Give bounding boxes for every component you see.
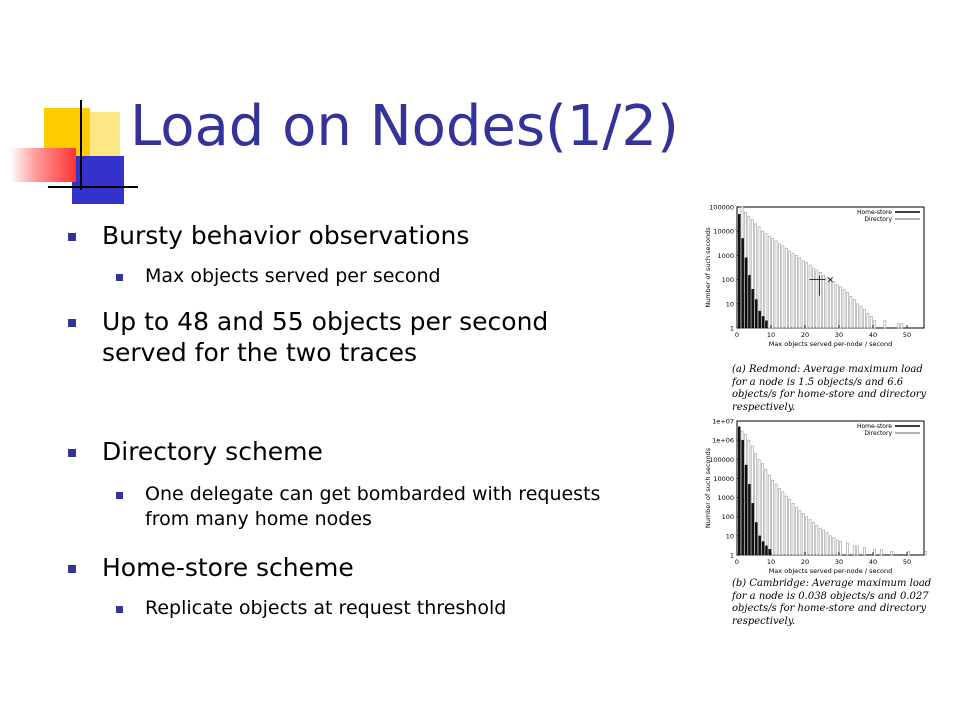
y-tick-label: 10 — [725, 532, 734, 541]
y-tick-label: 1 — [729, 324, 734, 333]
bar-directory — [816, 525, 818, 555]
chart-cambridge — [696, 416, 936, 586]
x-axis-label: Max objects served per-node / second — [768, 340, 893, 348]
legend-label-directory: Directory — [864, 216, 892, 223]
bar-directory — [833, 538, 835, 555]
bar-directory — [836, 285, 838, 328]
bar-home-store — [748, 484, 750, 555]
bar-home-store — [765, 321, 767, 328]
y-tick-label: 1 — [729, 551, 734, 560]
bullet-marker — [68, 565, 76, 573]
bullet-marker — [68, 319, 76, 327]
bar-directory — [880, 549, 882, 555]
sub-bullet-marker — [116, 274, 123, 281]
x-tick-label: 20 — [800, 558, 810, 566]
bar-directory — [789, 251, 791, 328]
slide-title: Load on Nodes(1/2) — [130, 94, 679, 159]
x-tick-label: 40 — [868, 331, 878, 339]
bar-directory — [795, 508, 797, 555]
bar-directory — [768, 237, 770, 328]
bar-directory — [870, 316, 872, 328]
x-tick-label: 30 — [834, 331, 844, 339]
x-tick-label: 50 — [902, 558, 912, 566]
bar-home-store — [752, 289, 754, 328]
y-axis-label: Number of such seconds — [704, 447, 712, 529]
bar-directory — [853, 546, 855, 555]
sub-bullet-marker — [116, 606, 123, 613]
decor-vertical-line — [80, 100, 82, 190]
bar-directory — [874, 549, 876, 555]
bar-directory — [846, 543, 848, 555]
bar-directory — [782, 246, 784, 328]
bar-directory — [789, 499, 791, 555]
bar-directory — [829, 280, 831, 328]
bar-directory — [897, 324, 899, 328]
bar-home-store — [742, 238, 744, 328]
decor-horizontal-line — [48, 186, 138, 188]
bar-directory — [843, 289, 845, 328]
bar-directory — [765, 234, 767, 328]
bar-directory — [785, 248, 787, 328]
bar-directory — [806, 517, 808, 555]
bar-home-store — [769, 549, 771, 555]
bar-directory — [765, 469, 767, 555]
bar-directory — [863, 547, 865, 555]
bar-directory — [850, 297, 852, 328]
sub-bullet-text: One delegate can get bombarded with requests from many home nodes — [145, 483, 601, 530]
chart-redmond — [696, 196, 936, 360]
bar-home-store — [759, 536, 761, 555]
bar-directory — [795, 255, 797, 328]
bar-directory — [802, 261, 804, 328]
x-tick-label: 0 — [734, 331, 740, 339]
bar-directory — [785, 496, 787, 555]
bar-home-store — [755, 522, 757, 555]
bullet-marker — [68, 233, 76, 241]
bar-home-store — [745, 258, 747, 328]
bar-directory — [901, 324, 903, 328]
bar-home-store — [762, 542, 764, 555]
bar-home-store — [759, 311, 761, 328]
bar-directory — [775, 484, 777, 555]
decor-yellow-square-light — [90, 112, 120, 162]
bar-directory — [792, 503, 794, 555]
x-tick-label: 50 — [902, 331, 912, 339]
bar-home-store — [755, 300, 757, 328]
y-tick-label: 1000 — [717, 494, 734, 503]
bar-directory — [840, 542, 842, 555]
bar-directory — [823, 530, 825, 555]
chart-caption-cambridge: (b) Cambridge: Average maximum load for a node is 0.038 objects/s and 0.027 objects/s for home-store and directory respectively. — [732, 578, 932, 627]
bar-directory — [867, 313, 869, 328]
y-tick-label: 100000 — [709, 455, 734, 464]
bar-directory — [768, 475, 770, 555]
y-tick-label: 100 — [721, 513, 734, 522]
legend-label-home-store: Home-store — [856, 423, 892, 430]
y-tick-label: 10 — [725, 300, 734, 309]
bar-directory — [778, 488, 780, 555]
legend-label-directory: Directory — [864, 430, 892, 437]
bar-directory — [761, 464, 763, 555]
bar-directory — [925, 552, 927, 555]
x-tick-label: 20 — [800, 331, 810, 339]
bar-directory — [884, 321, 886, 328]
bar-directory — [857, 546, 859, 555]
bullet-text: Home-store scheme — [102, 553, 354, 582]
bar-directory — [826, 532, 828, 555]
x-tick-label: 40 — [868, 558, 878, 566]
bar-directory — [806, 263, 808, 328]
bar-directory — [908, 552, 910, 555]
corner-decoration — [10, 100, 130, 210]
bar-directory — [846, 292, 848, 328]
sub-bullet-text: Replicate objects at request threshold — [145, 597, 507, 619]
sub-bullet-marker — [116, 492, 123, 499]
bar-directory — [812, 268, 814, 328]
bar-directory — [772, 238, 774, 328]
bar-home-store — [738, 214, 740, 328]
bar-directory — [891, 552, 893, 555]
y-tick-label: 10000 — [713, 474, 734, 483]
bullet-marker — [68, 449, 76, 457]
bar-directory — [853, 300, 855, 328]
bullet-text: Bursty behavior observations — [102, 221, 470, 250]
legend-label-home-store: Home-store — [856, 209, 892, 216]
y-tick-label: 1000 — [717, 251, 734, 260]
decor-red-gradient — [10, 148, 76, 182]
y-tick-label: 100 — [721, 276, 734, 285]
bar-home-store — [762, 316, 764, 328]
bar-home-store — [745, 465, 747, 555]
sub-bullet-text: Max objects served per second — [145, 265, 441, 287]
bar-directory — [863, 309, 865, 328]
bar-directory — [799, 258, 801, 328]
bar-directory — [812, 522, 814, 555]
annotation-mark: × — [826, 275, 835, 286]
bar-directory — [860, 306, 862, 328]
x-tick-label: 10 — [766, 558, 776, 566]
y-axis-label: Number of such seconds — [704, 227, 712, 308]
bullet-text: Directory scheme — [102, 437, 323, 466]
bar-home-store — [738, 427, 740, 555]
bar-directory — [792, 253, 794, 328]
bar-directory — [761, 231, 763, 328]
chart-caption-redmond: (a) Redmond: Average maximum load for a node is 1.5 objects/s and 6.6 objects/s for home-store and directory respectively. — [732, 364, 927, 413]
bar-home-store — [742, 440, 744, 555]
y-tick-label: 1e+06 — [712, 436, 734, 445]
bar-directory — [809, 265, 811, 328]
bar-directory — [799, 511, 801, 555]
x-tick-label: 0 — [734, 558, 740, 566]
bar-directory — [836, 540, 838, 555]
bar-directory — [874, 321, 876, 328]
y-tick-label: 1e+07 — [712, 417, 734, 426]
bar-home-store — [752, 503, 754, 555]
x-axis-label: Max objects served per-node / second — [768, 567, 893, 575]
bar-directory — [778, 244, 780, 328]
figure-panel — [696, 196, 936, 626]
x-tick-label: 10 — [766, 331, 776, 339]
bar-directory — [819, 528, 821, 555]
bar-directory — [782, 492, 784, 555]
bar-directory — [775, 241, 777, 328]
x-tick-label: 30 — [834, 558, 844, 566]
bar-directory — [857, 304, 859, 328]
bar-directory — [829, 536, 831, 555]
bar-directory — [833, 282, 835, 328]
y-tick-label: 100000 — [709, 203, 734, 212]
bar-home-store — [765, 546, 767, 555]
bar-directory — [823, 275, 825, 328]
y-tick-label: 10000 — [713, 227, 734, 236]
bar-directory — [816, 270, 818, 328]
bar-directory — [840, 287, 842, 328]
bar-home-store — [748, 275, 750, 328]
bullet-text: Up to 48 and 55 objects per second served for the two traces — [102, 307, 549, 367]
bar-directory — [772, 480, 774, 555]
bar-directory — [802, 513, 804, 555]
bar-directory — [809, 520, 811, 555]
